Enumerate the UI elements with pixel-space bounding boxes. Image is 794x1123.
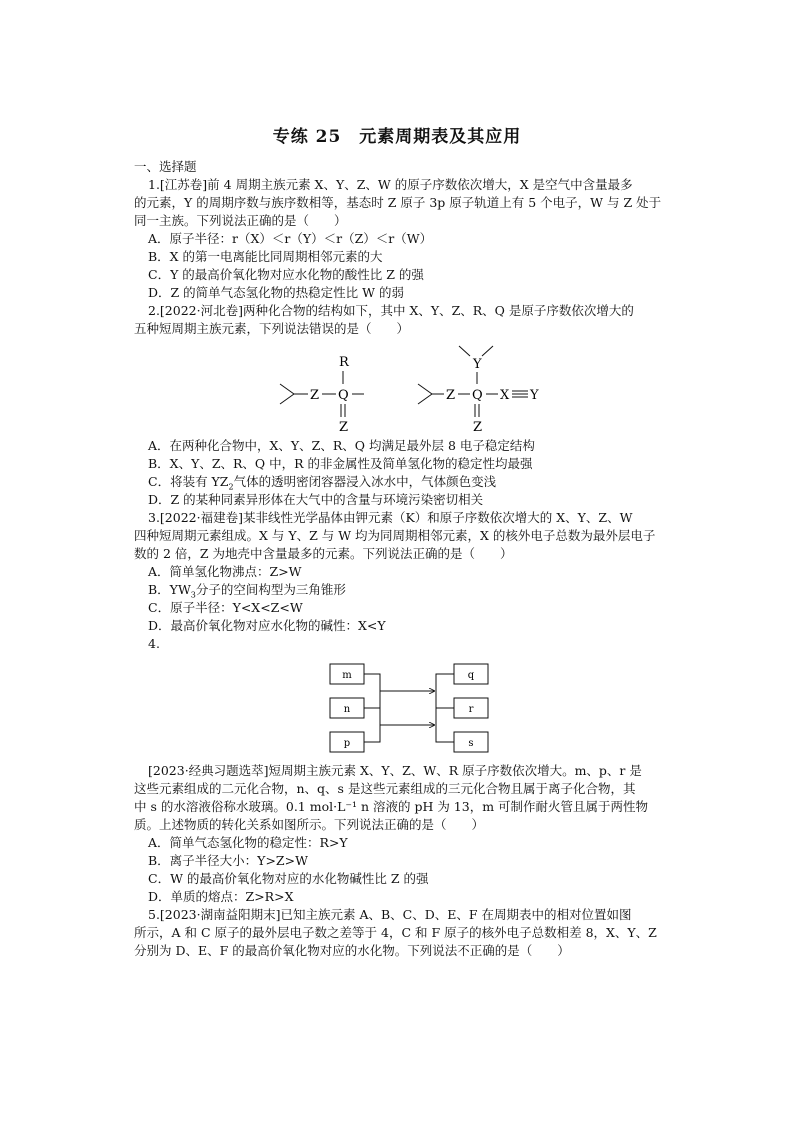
q4-option-b: B．离子半径大小：Y>Z>W	[148, 853, 308, 868]
s1-z-bottom: Z	[339, 420, 349, 435]
q1-stem-line-1: 1.[江苏卷]前 4 周期主族元素 X、Y、Z、W 的原子序数依次增大，X 是空气中含量最多	[148, 177, 633, 192]
q3-option-b-suffix: 分子的空间构型为三角锥形	[195, 582, 346, 597]
q4-flow-diagram	[328, 660, 490, 754]
s2-q-center: Q	[472, 388, 483, 403]
structure-2	[418, 346, 539, 435]
box-n-label: n	[343, 704, 351, 715]
q1-option-b: B．X 的第一电离能比同周期相邻元素的大	[148, 249, 383, 264]
q4-stem-line-1: [2023·经典习题选萃]短周期主族元素 X、Y、Z、W、R 原子序数依次增大。m、p、r 是	[148, 763, 642, 778]
s2-x-right: X	[500, 388, 510, 403]
box-p-label: p	[343, 738, 351, 749]
s2-y-right: Y	[530, 388, 539, 403]
s2-z-left: Z	[446, 388, 456, 403]
q4-stem-line-4: 质。上述物质的转化关系如图所示。下列说法正确的是（ ）	[134, 817, 485, 832]
page-title: 专练 25 元素周期表及其应用	[272, 127, 522, 147]
s1-q-center: Q	[338, 388, 349, 403]
q2-option-a: A．在两种化合物中，X、Y、Z、R、Q 均满足最外层 8 电子稳定结构	[148, 438, 535, 453]
q2-option-c	[148, 473, 496, 491]
q2-option-b: B．X、Y、Z、R、Q 中，R 的非金属性及简单氢化物的稳定性均最强	[148, 456, 533, 471]
q1-stem-line-3: 同一主族。下列说法正确的是（ ）	[134, 213, 347, 228]
box-m-label: m	[342, 670, 352, 681]
q1-stem-line-2: 的元素，Y 的周期序数与族序数相等，基态时 Z 原子 3p 原子轨道上有 5 个电子，W 与 Z 处于	[134, 195, 662, 210]
q3-option-b	[148, 581, 346, 599]
box-q-label: q	[467, 670, 475, 681]
box-r-label: r	[468, 704, 474, 715]
q4-number: 4.	[148, 636, 160, 651]
q3-option-a: A．简单氢化物沸点：Z>W	[148, 564, 302, 579]
q5-stem-line-3: 分别为 D、E、F 的最高价氧化物对应的水化物。下列说法不正确的是（ ）	[134, 943, 570, 958]
q2-option-c-suffix: 气体的透明密闭容器浸入冰水中，气体颜色变浅	[233, 474, 497, 489]
q5-stem-line-2: 所示，A 和 C 原子的最外层电子数之差等于 4，C 和 F 原子的核外电子总数相差 8，X、Y、Z	[134, 925, 657, 940]
q4-option-d: D．单质的熔点：Z>R>X	[148, 889, 294, 904]
s2-z-bottom: Z	[473, 420, 483, 435]
q2-stem-line-2: 五种短周期主族元素，下列说法错误的是（ ）	[134, 321, 410, 336]
q1-option-a: A．原子半径：r（X）＜r（Y）＜r（Z）＜r（W）	[148, 231, 433, 246]
q3-option-d: D．最高价氧化物对应水化物的碱性：X<Y	[148, 618, 386, 633]
q5-stem-line-1: 5.[2023·湖南益阳期末]已知主族元素 A、B、C、D、E、F 在周期表中的相对位置如图	[148, 907, 632, 922]
q2-option-d: D．Z 的某种同素异形体在大气中的含量与环境污染密切相关	[148, 492, 484, 507]
q3-stem-line-1: 3.[2022·福建卷]某非线性光学晶体由钾元素（K）和原子序数依次增大的 X、Y、Z、W	[148, 510, 633, 525]
q4-stem-line-3: 中 s 的水溶液俗称水玻璃。0.1 mol·L⁻¹ n 溶液的 pH 为 13，m 可制作耐火管且属于两性物	[134, 799, 649, 814]
q3-option-c: C．原子半径：Y<X<Z<W	[148, 600, 303, 615]
q3-option-b-prefix: B．YW	[148, 582, 191, 597]
q1-option-c: C．Y 的最高价氧化物对应水化物的酸性比 Z 的强	[148, 267, 424, 282]
q4-stem-line-2: 这些元素组成的二元化合物，n、q、s 是这些元素组成的三元化合物且属于离子化合物，其	[134, 781, 636, 796]
q2-option-c-subscript: 2	[228, 482, 234, 492]
q1-option-d: D．Z 的简单气态氢化物的热稳定性比 W 的弱	[148, 285, 404, 300]
structure-1	[280, 355, 364, 435]
q3-stem-line-3: 数的 2 倍，Z 为地壳中含量最多的元素。下列说法正确的是（ ）	[134, 546, 513, 561]
q4-option-a: A．简单气态氢化物的稳定性：R>Y	[148, 835, 348, 850]
q2-stem-line-1: 2.[2022·河北卷]两种化合物的结构如下，其中 X、Y、Z、R、Q 是原子序数依次增大的	[148, 303, 634, 318]
q2-option-c-prefix: C．将装有 YZ	[148, 474, 229, 489]
section-heading: 一、选择题	[134, 159, 197, 174]
s1-r-top: R	[339, 355, 349, 370]
q4-option-c: C．W 的最高价氧化物对应的水化物碱性比 Z 的强	[148, 871, 429, 886]
s2-y-top: Y	[473, 357, 482, 372]
q2-structures-figure	[270, 344, 560, 436]
q3-option-b-subscript: 3	[190, 590, 196, 600]
q3-stem-line-2: 四种短周期元素组成。X 与 Y、Z 与 W 均为同周期相邻元素，X 的核外电子总数为最外层电子	[134, 528, 656, 543]
s1-z-left: Z	[310, 388, 320, 403]
box-s-label: s	[468, 738, 474, 749]
